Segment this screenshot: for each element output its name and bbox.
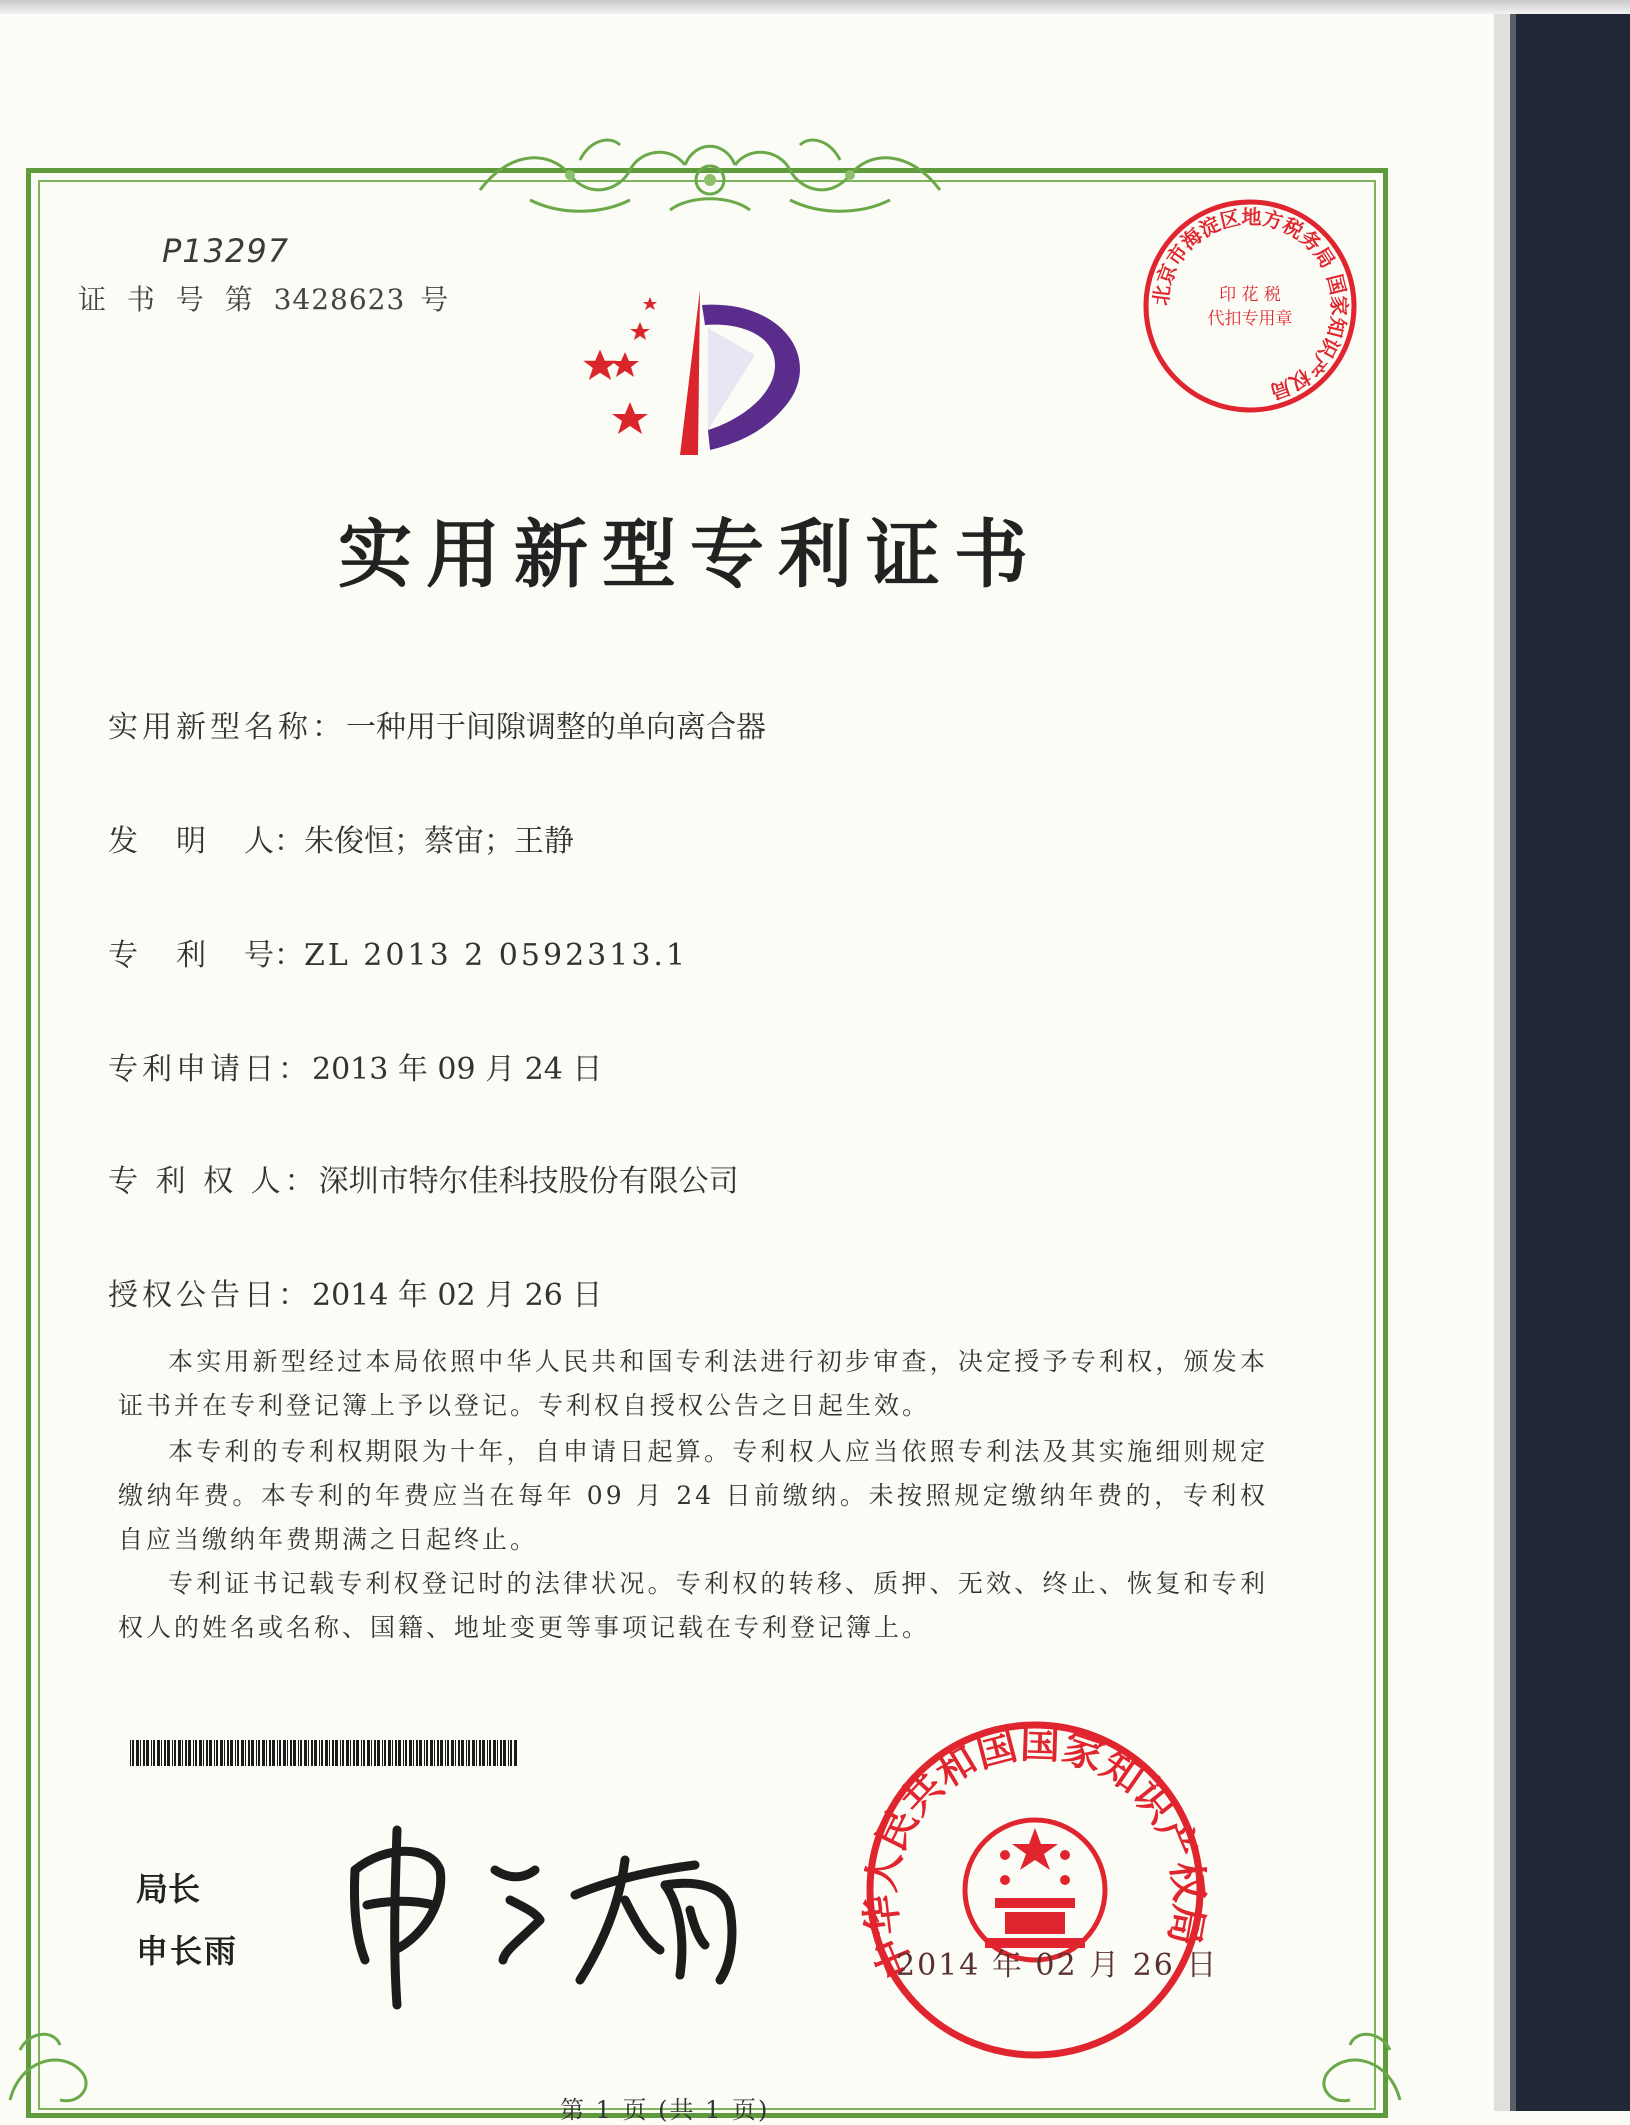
barcode-bar <box>185 1740 187 1766</box>
barcode-bar <box>508 1740 509 1766</box>
barcode-bar <box>356 1740 359 1766</box>
barcode-bar <box>272 1740 275 1766</box>
inventor-value: 朱俊恒；蔡宙；王静 <box>304 824 574 859</box>
field-inventors <box>108 816 574 860</box>
barcode-bar <box>195 1740 197 1766</box>
barcode-bar <box>489 1740 491 1766</box>
barcode-bar <box>377 1740 380 1766</box>
handwritten-reference: P13297 <box>162 232 290 270</box>
barcode-bar <box>206 1740 208 1766</box>
page-number: 第 1 页 (共 1 页) <box>560 2096 770 2124</box>
patent-office-emblem-icon <box>580 280 830 465</box>
barcode-bar <box>384 1740 386 1766</box>
barcode-bar <box>416 1740 418 1766</box>
barcode-bar <box>319 1740 320 1766</box>
barcode-bar <box>424 1740 425 1766</box>
announce-date-label: 授权公告日： <box>108 1278 312 1313</box>
barcode-bar <box>479 1740 481 1766</box>
tax-stamp-seal <box>1140 196 1360 416</box>
corner-ornament-icon <box>0 1950 130 2111</box>
barcode-bar <box>130 1740 131 1766</box>
barcode-bar <box>304 1740 307 1766</box>
barcode-bar <box>269 1740 271 1766</box>
big-seal-ring-text: 中华人民共和国国家知识产权局 <box>856 1720 1214 1986</box>
barcode-bar <box>403 1740 404 1766</box>
barcode-bar <box>174 1740 176 1766</box>
patent-no-label-b: 利 <box>176 938 244 973</box>
paragraph-legal-status: 专利证书记载专利权登记时的法律状况。专利权的转移、质押、无效、终止、恢复和专利权人的姓名或名称、国籍、地址变更等事项记载在专利登记簿上。 <box>118 1569 1268 1642</box>
barcode-bar <box>461 1740 464 1766</box>
inventor-label-b: 明 <box>176 824 244 859</box>
director-title: 局长 <box>136 1870 201 1908</box>
barcode-bar <box>300 1740 302 1766</box>
barcode-bar <box>287 1740 288 1766</box>
barcode-bar <box>140 1740 141 1766</box>
national-ip-office-seal <box>855 1720 1215 2060</box>
barcode-bar <box>353 1740 355 1766</box>
barcode-bar <box>311 1740 313 1766</box>
barcode-bar <box>146 1740 149 1766</box>
seal-date: 2014 年 02 月 26 日 <box>896 1948 1219 1983</box>
barcode-bar <box>266 1740 267 1766</box>
certificate-number <box>78 278 454 318</box>
barcode-bar <box>325 1740 328 1766</box>
barcode-bar <box>237 1740 239 1766</box>
barcode-bar <box>346 1740 349 1766</box>
patent-no-label-c: 号： <box>244 938 304 973</box>
barcode-bar <box>245 1740 246 1766</box>
barcode-bar <box>466 1740 467 1766</box>
barcode-bar <box>497 1740 498 1766</box>
barcode-bar <box>209 1740 212 1766</box>
barcode-bar <box>434 1740 435 1766</box>
barcode-bar <box>308 1740 309 1766</box>
barcode-bar <box>132 1740 134 1766</box>
barcode-bar <box>405 1740 407 1766</box>
utility-name-value: 一种用于间隙调整的单向离合器 <box>346 710 766 745</box>
barcode-bar <box>164 1740 166 1766</box>
tax-seal-ring-text: 北京市海淀区地方税务局 国家知识产权局 <box>1148 204 1352 405</box>
field-patent-number <box>108 930 688 974</box>
barcode-bar <box>398 1740 401 1766</box>
barcode-bar <box>220 1740 223 1766</box>
barcode-bar <box>178 1740 181 1766</box>
director-signature <box>335 1800 755 2015</box>
barcode-bar <box>437 1740 439 1766</box>
barcode-bar <box>167 1740 170 1766</box>
barcode-bar <box>279 1740 281 1766</box>
barcode-bar <box>367 1740 370 1766</box>
field-patentee <box>108 1156 739 1200</box>
barcode-bar <box>193 1740 194 1766</box>
barcode-bar <box>361 1740 362 1766</box>
patentee-label: 专 利 权 人： <box>108 1164 319 1199</box>
barcode-bar <box>388 1740 391 1766</box>
barcode-bar <box>413 1740 414 1766</box>
barcode-bar <box>283 1740 286 1766</box>
paragraph-term: 本专利的专利权期限为十年，自申请日起算。专利权人应当依照专利法及其实施细则规定缴纳年费。本专利的年费应当在每年 09 月 24 日前缴纳。未按照规定缴纳年费的，专利权自应当缴纳年费期满之日起终止。 <box>118 1437 1268 1554</box>
barcode-bar <box>290 1740 292 1766</box>
barcode-bar <box>182 1740 183 1766</box>
barcode-bar <box>493 1740 496 1766</box>
barcode-bar <box>277 1740 278 1766</box>
corner-ornament-icon <box>1280 1950 1410 2111</box>
field-announce-date <box>108 1270 602 1314</box>
barcode-bar <box>258 1740 260 1766</box>
paragraph-grant: 本实用新型经过本局依照中华人民共和国专利法进行初步审查，决定授予专利权，颁发本证书并在专利登记簿上予以登记。专利权自授权公告之日起生效。 <box>118 1347 1268 1420</box>
barcode-bar <box>392 1740 393 1766</box>
scan-top-edge <box>0 0 1630 14</box>
barcode-bar <box>143 1740 145 1766</box>
barcode-bar <box>451 1740 454 1766</box>
inventor-label-a: 发 <box>108 824 176 859</box>
barcode-bar <box>251 1740 254 1766</box>
barcode-bar <box>332 1740 334 1766</box>
announce-date-value: 2014 年 02 月 26 日 <box>312 1278 603 1313</box>
barcode-bar <box>419 1740 422 1766</box>
barcode-bar <box>230 1740 233 1766</box>
barcode-bar <box>371 1740 372 1766</box>
barcode-bar <box>503 1740 506 1766</box>
barcode-bar <box>510 1740 512 1766</box>
barcode-bar <box>235 1740 236 1766</box>
barcode-bar <box>321 1740 323 1766</box>
barcode <box>130 1740 520 1766</box>
patentee-value: 深圳市特尔佳科技股份有限公司 <box>318 1164 739 1199</box>
barcode-bar <box>482 1740 485 1766</box>
barcode-bar <box>455 1740 456 1766</box>
certificate-number-label: 证 书 号 第 <box>78 283 259 316</box>
barcode-bar <box>248 1740 250 1766</box>
barcode-bar <box>136 1740 139 1766</box>
field-utility-name <box>108 702 766 746</box>
barcode-bar <box>382 1740 383 1766</box>
barcode-bar <box>458 1740 460 1766</box>
barcode-bar <box>151 1740 152 1766</box>
barcode-bar <box>472 1740 475 1766</box>
barcode-bar <box>216 1740 218 1766</box>
certificate-title: 实用新型专利证书 <box>338 512 1042 598</box>
barcode-bar <box>363 1740 365 1766</box>
barcode-bar <box>329 1740 330 1766</box>
field-filing-date <box>108 1044 602 1088</box>
barcode-bar <box>440 1740 443 1766</box>
inventor-label-c: 人： <box>244 824 304 859</box>
filing-date-value: 2013 年 09 月 24 日 <box>312 1052 603 1087</box>
barcode-bar <box>430 1740 433 1766</box>
page-edge <box>1494 14 1510 2111</box>
barcode-bar <box>468 1740 470 1766</box>
barcode-bar <box>214 1740 215 1766</box>
barcode-bar <box>487 1740 488 1766</box>
barcode-bar <box>445 1740 446 1766</box>
barcode-bar <box>447 1740 449 1766</box>
certificate-number-value: 3428623 <box>273 283 406 316</box>
barcode-bar <box>153 1740 155 1766</box>
barcode-bar <box>227 1740 229 1766</box>
barcode-bar <box>335 1740 338 1766</box>
barcode-bar <box>514 1740 517 1766</box>
barcode-bar <box>293 1740 296 1766</box>
barcode-bar <box>157 1740 160 1766</box>
top-ornament-icon <box>470 120 950 230</box>
barcode-bar <box>342 1740 344 1766</box>
barcode-bar <box>188 1740 191 1766</box>
barcode-bar <box>172 1740 173 1766</box>
barcode-bar <box>203 1740 204 1766</box>
patent-no-value: ZL 2013 2 0592313.1 <box>304 938 689 973</box>
tax-seal-center-1: 印 花 税 <box>1219 285 1281 305</box>
barcode-bar <box>224 1740 225 1766</box>
scanner-background <box>1510 14 1630 2111</box>
barcode-bar <box>350 1740 351 1766</box>
barcode-bar <box>256 1740 257 1766</box>
filing-date-label: 专利申请日： <box>108 1052 312 1087</box>
barcode-bar <box>409 1740 412 1766</box>
barcode-bar <box>314 1740 317 1766</box>
barcode-bar <box>199 1740 202 1766</box>
barcode-bar <box>262 1740 265 1766</box>
utility-name-label: 实用新型名称： <box>108 710 346 745</box>
barcode-bar <box>161 1740 162 1766</box>
barcode-bar <box>374 1740 376 1766</box>
barcode-bar <box>395 1740 397 1766</box>
barcode-bar <box>500 1740 502 1766</box>
tax-seal-center-2: 代扣专用章 <box>1207 309 1293 329</box>
patent-no-label-a: 专 <box>108 938 176 973</box>
barcode-bar <box>476 1740 477 1766</box>
barcode-bar <box>426 1740 428 1766</box>
director-name: 申长雨 <box>136 1932 239 1970</box>
certificate-number-suffix: 号 <box>420 283 455 316</box>
barcode-bar <box>241 1740 244 1766</box>
barcode-bar <box>340 1740 341 1766</box>
barcode-bar <box>298 1740 299 1766</box>
